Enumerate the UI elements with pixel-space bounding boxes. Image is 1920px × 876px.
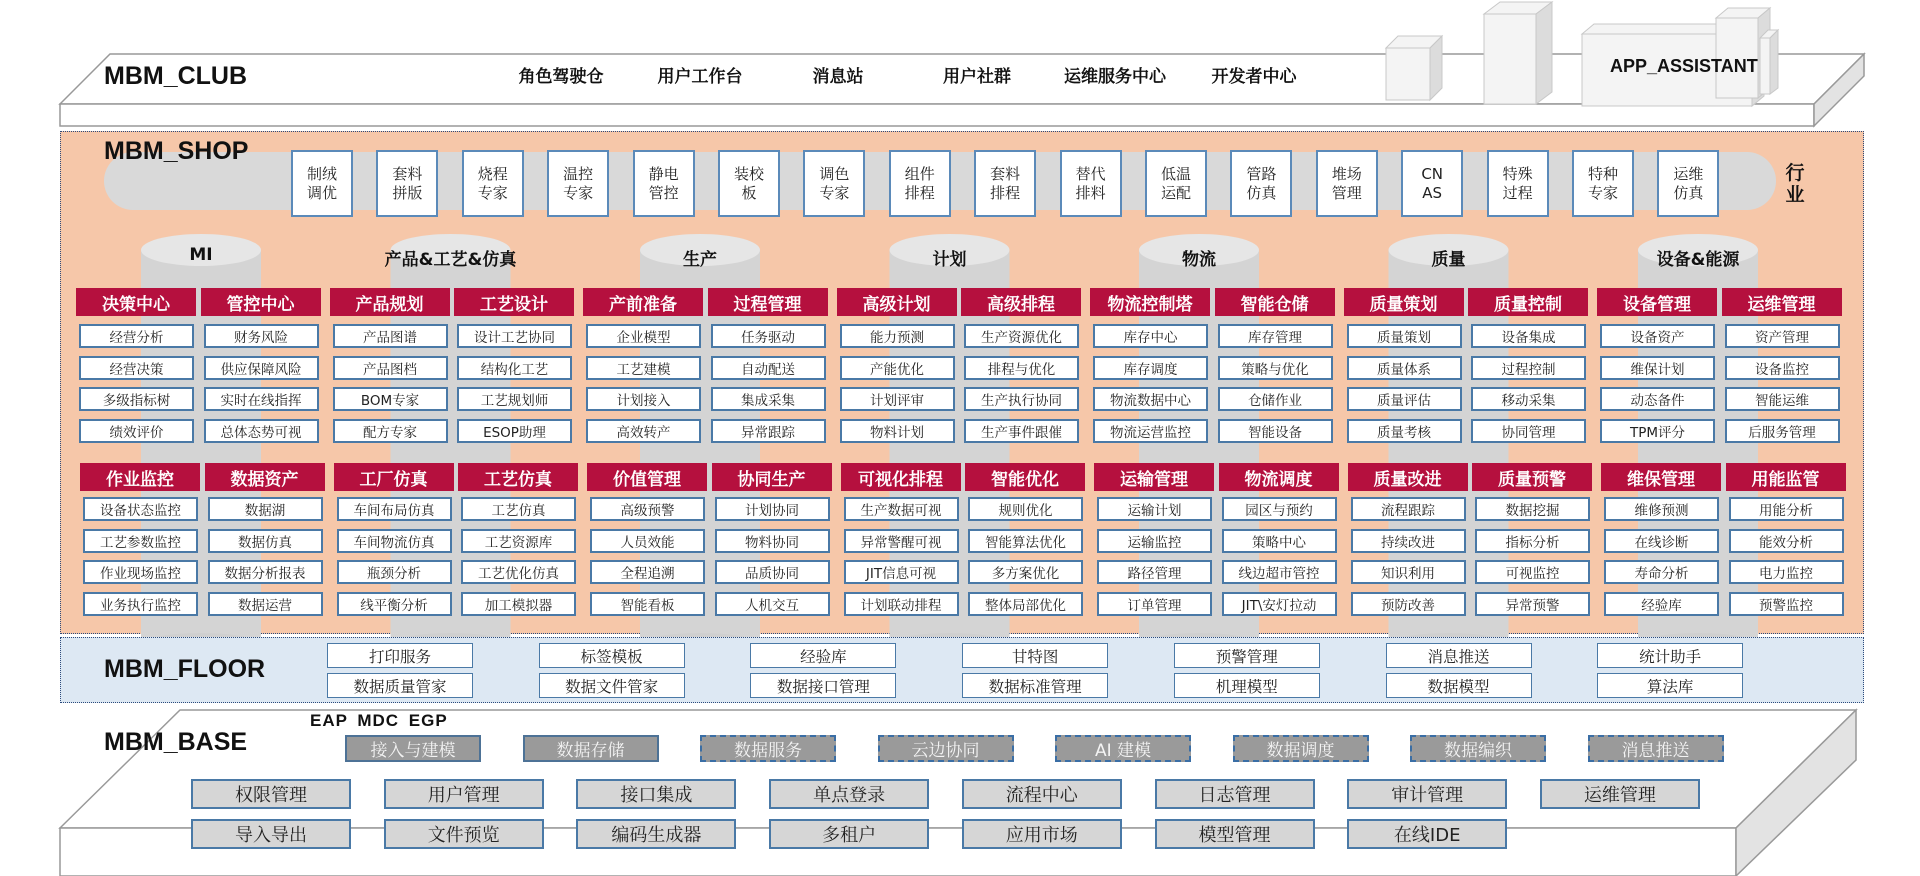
module-item[interactable]: 企业模型 (586, 324, 701, 348)
module-item[interactable]: 物流数据中心 (1093, 387, 1208, 411)
module-item[interactable]: ESOP助理 (457, 419, 572, 443)
module-item[interactable]: 过程控制 (1471, 356, 1586, 380)
module-item[interactable]: 全程追溯 (590, 560, 705, 584)
category-header[interactable]: 质量改进 (1348, 463, 1468, 491)
module-item[interactable]: 经验库 (1604, 592, 1719, 616)
expert-box[interactable]: 低温 运配 (1145, 150, 1207, 217)
module-item[interactable]: 指标分析 (1475, 529, 1590, 553)
club-nav-item[interactable]: 消息站 (812, 67, 864, 87)
module-item[interactable]: 资产管理 (1725, 324, 1840, 348)
expert-box[interactable]: 组件 排程 (889, 150, 951, 217)
module-item[interactable]: 移动采集 (1471, 387, 1586, 411)
category-header[interactable]: 高级排程 (961, 288, 1081, 316)
category-header[interactable]: 设备管理 (1597, 288, 1717, 316)
floor-service[interactable]: 标签模板 (539, 643, 685, 668)
module-item[interactable]: 产能优化 (840, 356, 955, 380)
module-item[interactable]: 后服务管理 (1725, 419, 1840, 443)
module-item[interactable]: 计划评审 (840, 387, 955, 411)
base-service[interactable]: 数据编织 (1410, 735, 1546, 762)
module-item[interactable]: 持续改进 (1351, 529, 1466, 553)
module-item[interactable]: 设计工艺协同 (457, 324, 572, 348)
module-item[interactable]: 数据分析报表 (208, 560, 323, 584)
category-header[interactable]: 质量策划 (1344, 288, 1464, 316)
category-header[interactable]: 运输管理 (1094, 463, 1214, 491)
floor-service[interactable]: 统计助手 (1597, 643, 1743, 668)
module-item[interactable]: 高级预警 (590, 497, 705, 521)
module-item[interactable]: 库存调度 (1093, 356, 1208, 380)
module-item[interactable]: 生产资源优化 (964, 324, 1079, 348)
module-item[interactable]: 数据湖 (208, 497, 323, 521)
module-item[interactable]: 集成采集 (711, 387, 826, 411)
module-item[interactable]: 数据仿真 (208, 529, 323, 553)
module-item[interactable]: 园区与预约 (1222, 497, 1337, 521)
module-item[interactable]: 质量评估 (1347, 387, 1462, 411)
industry-label: 行业 (1785, 162, 1805, 206)
expert-box[interactable]: 调色 专家 (803, 150, 865, 217)
club-nav-item[interactable]: 角色驾驶仓 (518, 67, 604, 87)
module-item[interactable]: 任务驱动 (711, 324, 826, 348)
module-item[interactable]: 人机交互 (715, 592, 830, 616)
base-module[interactable]: 接口集成 (576, 779, 736, 809)
domain-label: 设备&能源 (1656, 250, 1740, 270)
module-item[interactable]: 排程与优化 (964, 356, 1079, 380)
module-item[interactable]: 设备状态监控 (83, 497, 198, 521)
floor-service[interactable]: 数据模型 (1386, 673, 1532, 698)
expert-box[interactable]: 套料 拼版 (376, 150, 438, 217)
category-header[interactable]: 价值管理 (587, 463, 707, 491)
floor-service[interactable]: 数据接口管理 (750, 673, 896, 698)
app-assistant-label[interactable]: APP_ASSISTANT (1610, 56, 1758, 76)
category-header[interactable]: 管控中心 (201, 288, 321, 316)
module-item[interactable]: 结构化工艺 (457, 356, 572, 380)
base-service[interactable]: 数据服务 (700, 735, 836, 762)
module-item[interactable]: 异常跟踪 (711, 419, 826, 443)
expert-box[interactable]: 烧程 专家 (462, 150, 524, 217)
category-header[interactable]: 产前准备 (583, 288, 703, 316)
layer-title-floor: MBM_FLOOR (104, 655, 266, 683)
expert-box[interactable]: 制绒 调优 (291, 150, 353, 217)
module-item[interactable]: 多级指标树 (79, 387, 194, 411)
module-item[interactable]: 数据运营 (208, 592, 323, 616)
base-module[interactable]: 多租户 (769, 819, 929, 849)
expert-box[interactable]: 管路 仿真 (1230, 150, 1292, 217)
module-item[interactable]: 协同管理 (1471, 419, 1586, 443)
category-header[interactable]: 高级计划 (837, 288, 957, 316)
module-item[interactable]: JIT信息可视 (844, 560, 959, 584)
module-item[interactable]: 配方专家 (333, 419, 448, 443)
module-item[interactable]: 加工模拟器 (461, 592, 576, 616)
module-item[interactable]: 能力预测 (840, 324, 955, 348)
module-item[interactable]: 仓储作业 (1218, 387, 1333, 411)
category-header[interactable]: 用能监管 (1726, 463, 1846, 491)
module-item[interactable]: 质量考核 (1347, 419, 1462, 443)
module-item[interactable]: 多方案优化 (968, 560, 1083, 584)
base-module[interactable]: 应用市场 (962, 819, 1122, 849)
module-item[interactable]: 计划接入 (586, 387, 701, 411)
module-item[interactable]: 总体态势可视 (204, 419, 319, 443)
floor-service[interactable]: 预警管理 (1174, 643, 1320, 668)
module-item[interactable]: 整体局部优化 (968, 592, 1083, 616)
base-module[interactable]: 审计管理 (1347, 779, 1507, 809)
category-header[interactable]: 产品规划 (330, 288, 450, 316)
module-item[interactable]: 工艺建模 (586, 356, 701, 380)
category-header[interactable]: 数据资产 (205, 463, 325, 491)
domain-label: MI (189, 245, 213, 265)
module-item[interactable]: 业务执行监控 (83, 592, 198, 616)
expert-box[interactable]: 堆场 管理 (1316, 150, 1378, 217)
category-header[interactable]: 智能优化 (965, 463, 1085, 491)
base-module[interactable]: 权限管理 (191, 779, 351, 809)
module-item[interactable]: 在线诊断 (1604, 529, 1719, 553)
category-header[interactable]: 智能仓储 (1215, 288, 1335, 316)
domain-label: 质量 (1431, 250, 1466, 270)
module-item[interactable]: 物料协同 (715, 529, 830, 553)
module-item[interactable]: 异常警醒可视 (844, 529, 959, 553)
category-header[interactable]: 维保管理 (1601, 463, 1721, 491)
floor-service[interactable]: 甘特图 (962, 643, 1108, 668)
module-item[interactable]: 智能看板 (590, 592, 705, 616)
category-header[interactable]: 物流调度 (1219, 463, 1339, 491)
module-item[interactable]: 用能分析 (1729, 497, 1844, 521)
module-item[interactable]: 流程跟踪 (1351, 497, 1466, 521)
module-item[interactable]: 计划联动排程 (844, 592, 959, 616)
category-header[interactable]: 协同生产 (712, 463, 832, 491)
expert-box[interactable]: 温控 专家 (547, 150, 609, 217)
module-item[interactable]: 可视监控 (1475, 560, 1590, 584)
category-header[interactable]: 质量预警 (1472, 463, 1592, 491)
module-item[interactable]: 生产执行协同 (964, 387, 1079, 411)
module-item[interactable]: 预防改善 (1351, 592, 1466, 616)
module-item[interactable]: 维保计划 (1600, 356, 1715, 380)
module-item[interactable]: 作业现场监控 (83, 560, 198, 584)
module-item[interactable]: 策略中心 (1222, 529, 1337, 553)
base-service[interactable]: 云边协同 (878, 735, 1014, 762)
expert-box[interactable]: CN AS (1401, 150, 1463, 217)
module-item[interactable]: 生产事件跟催 (964, 419, 1079, 443)
module-item[interactable]: 异常预警 (1475, 592, 1590, 616)
module-item[interactable]: 动态备件 (1600, 387, 1715, 411)
expert-box[interactable]: 特种 专家 (1572, 150, 1634, 217)
module-item[interactable]: 知识利用 (1351, 560, 1466, 584)
category-header[interactable]: 可视化排程 (841, 463, 961, 491)
module-item[interactable]: 电力监控 (1729, 560, 1844, 584)
floor-service[interactable]: 数据标准管理 (962, 673, 1108, 698)
module-item[interactable]: 线平衡分析 (337, 592, 452, 616)
layer-title-base: MBM_BASE (104, 728, 248, 756)
module-item[interactable]: 产品图档 (333, 356, 448, 380)
module-item[interactable]: 工艺仿真 (461, 497, 576, 521)
club-nav-item[interactable]: 运维服务中心 (1064, 67, 1166, 87)
module-item[interactable]: 智能算法优化 (968, 529, 1083, 553)
category-header[interactable]: 决策中心 (76, 288, 196, 316)
module-item[interactable]: 瓶颈分析 (337, 560, 452, 584)
module-item[interactable]: 运输监控 (1097, 529, 1212, 553)
layer-title-shop: MBM_SHOP (104, 137, 249, 165)
module-item[interactable]: 供应保障风险 (204, 356, 319, 380)
layer-title-club: MBM_CLUB (104, 62, 248, 90)
domain-label: 产品&工艺&仿真 (384, 250, 517, 270)
floor-service[interactable]: 数据质量管家 (327, 673, 473, 698)
module-item[interactable]: 生产数据可视 (844, 497, 959, 521)
base-module[interactable]: 在线IDE (1347, 819, 1507, 849)
module-item[interactable]: 工艺规划师 (457, 387, 572, 411)
module-item[interactable]: 车间布局仿真 (337, 497, 452, 521)
module-item[interactable]: 数据挖掘 (1475, 497, 1590, 521)
module-item[interactable]: 人员效能 (590, 529, 705, 553)
module-item[interactable]: BOM专家 (333, 387, 448, 411)
module-item[interactable]: 质量体系 (1347, 356, 1462, 380)
domain-label: 物流 (1182, 250, 1216, 270)
module-item[interactable]: 自动配送 (711, 356, 826, 380)
category-header[interactable]: 工艺设计 (454, 288, 574, 316)
module-item[interactable]: 经营决策 (79, 356, 194, 380)
module-item[interactable]: JIT\安灯拉动 (1222, 592, 1337, 616)
base-service[interactable]: 数据调度 (1233, 735, 1369, 762)
base-service[interactable]: AI 建模 (1055, 735, 1191, 762)
module-item[interactable]: 维修预测 (1604, 497, 1719, 521)
module-item[interactable]: 物流运营监控 (1093, 419, 1208, 443)
module-item[interactable]: 产品图谱 (333, 324, 448, 348)
floor-service[interactable]: 机理模型 (1174, 673, 1320, 698)
base-module[interactable]: 日志管理 (1155, 779, 1315, 809)
module-item[interactable]: TPM评分 (1600, 419, 1715, 443)
expert-box[interactable]: 静电 管控 (633, 150, 695, 217)
module-item[interactable]: 绩效评价 (79, 419, 194, 443)
module-item[interactable]: 库存管理 (1218, 324, 1333, 348)
base-module[interactable]: 文件预览 (384, 819, 544, 849)
module-item[interactable]: 库存中心 (1093, 324, 1208, 348)
module-item[interactable]: 线边超市管控 (1222, 560, 1337, 584)
category-header[interactable]: 过程管理 (708, 288, 828, 316)
module-item[interactable]: 工艺资源库 (461, 529, 576, 553)
category-header[interactable]: 质量控制 (1468, 288, 1588, 316)
expert-box[interactable]: 替代 排料 (1060, 150, 1122, 217)
module-item[interactable]: 品质协同 (715, 560, 830, 584)
floor-service[interactable]: 数据文件管家 (539, 673, 685, 698)
module-item[interactable]: 寿命分析 (1604, 560, 1719, 584)
module-item[interactable]: 物料计划 (840, 419, 955, 443)
module-item[interactable]: 策略与优化 (1218, 356, 1333, 380)
floor-service[interactable]: 打印服务 (327, 643, 473, 668)
module-item[interactable]: 财务风险 (204, 324, 319, 348)
club-nav-item[interactable]: 开发者中心 (1211, 67, 1297, 87)
module-item[interactable]: 工艺参数监控 (83, 529, 198, 553)
floor-service[interactable]: 消息推送 (1386, 643, 1532, 668)
base-service[interactable]: 数据存储 (523, 735, 659, 762)
expert-box[interactable]: 套料 排程 (974, 150, 1036, 217)
module-item[interactable]: 高效转产 (586, 419, 701, 443)
base-module[interactable]: 导入导出 (191, 819, 351, 849)
base-module[interactable]: 模型管理 (1155, 819, 1315, 849)
module-item[interactable]: 经营分析 (79, 324, 194, 348)
module-item[interactable]: 能效分析 (1729, 529, 1844, 553)
module-item[interactable]: 设备集成 (1471, 324, 1586, 348)
module-item[interactable]: 车间物流仿真 (337, 529, 452, 553)
base-module[interactable]: 单点登录 (769, 779, 929, 809)
base-module[interactable]: 编码生成器 (576, 819, 736, 849)
floor-service[interactable]: 经验库 (750, 643, 896, 668)
expert-box[interactable]: 特殊 过程 (1487, 150, 1549, 217)
category-header[interactable]: 工艺仿真 (458, 463, 578, 491)
module-item[interactable]: 订单管理 (1097, 592, 1212, 616)
module-item[interactable]: 工艺优化仿真 (461, 560, 576, 584)
base-service[interactable]: 消息推送 (1588, 735, 1724, 762)
module-item[interactable]: 实时在线指挥 (204, 387, 319, 411)
base-module[interactable]: 用户管理 (384, 779, 544, 809)
module-item[interactable]: 设备监控 (1725, 356, 1840, 380)
module-item[interactable]: 质量策划 (1347, 324, 1462, 348)
floor-service[interactable]: 算法库 (1597, 673, 1743, 698)
module-item[interactable]: 设备资产 (1600, 324, 1715, 348)
domain-label: 生产 (683, 250, 717, 270)
module-item[interactable]: 计划协同 (715, 497, 830, 521)
module-item[interactable]: 智能运维 (1725, 387, 1840, 411)
module-item[interactable]: 预警监控 (1729, 592, 1844, 616)
category-header[interactable]: 工厂仿真 (334, 463, 454, 491)
category-header[interactable]: 物流控制塔 (1090, 288, 1210, 316)
module-item[interactable]: 智能设备 (1218, 419, 1333, 443)
club-nav-item[interactable]: 用户社群 (943, 67, 1011, 87)
module-item[interactable]: 规则优化 (968, 497, 1083, 521)
expert-box[interactable]: 装校 板 (718, 150, 780, 217)
category-header[interactable]: 运维管理 (1722, 288, 1842, 316)
expert-box[interactable]: 运维 仿真 (1657, 150, 1719, 217)
base-module[interactable]: 流程中心 (962, 779, 1122, 809)
base-eap-label: EAP MDC EGP (310, 711, 448, 730)
module-item[interactable]: 运输计划 (1097, 497, 1212, 521)
module-item[interactable]: 路径管理 (1097, 560, 1212, 584)
domain-label: 计划 (932, 250, 967, 270)
category-header[interactable]: 作业监控 (80, 463, 200, 491)
base-service[interactable]: 接入与建模 (345, 735, 481, 762)
club-nav-item[interactable]: 用户工作台 (657, 67, 743, 87)
base-module[interactable]: 运维管理 (1540, 779, 1700, 809)
